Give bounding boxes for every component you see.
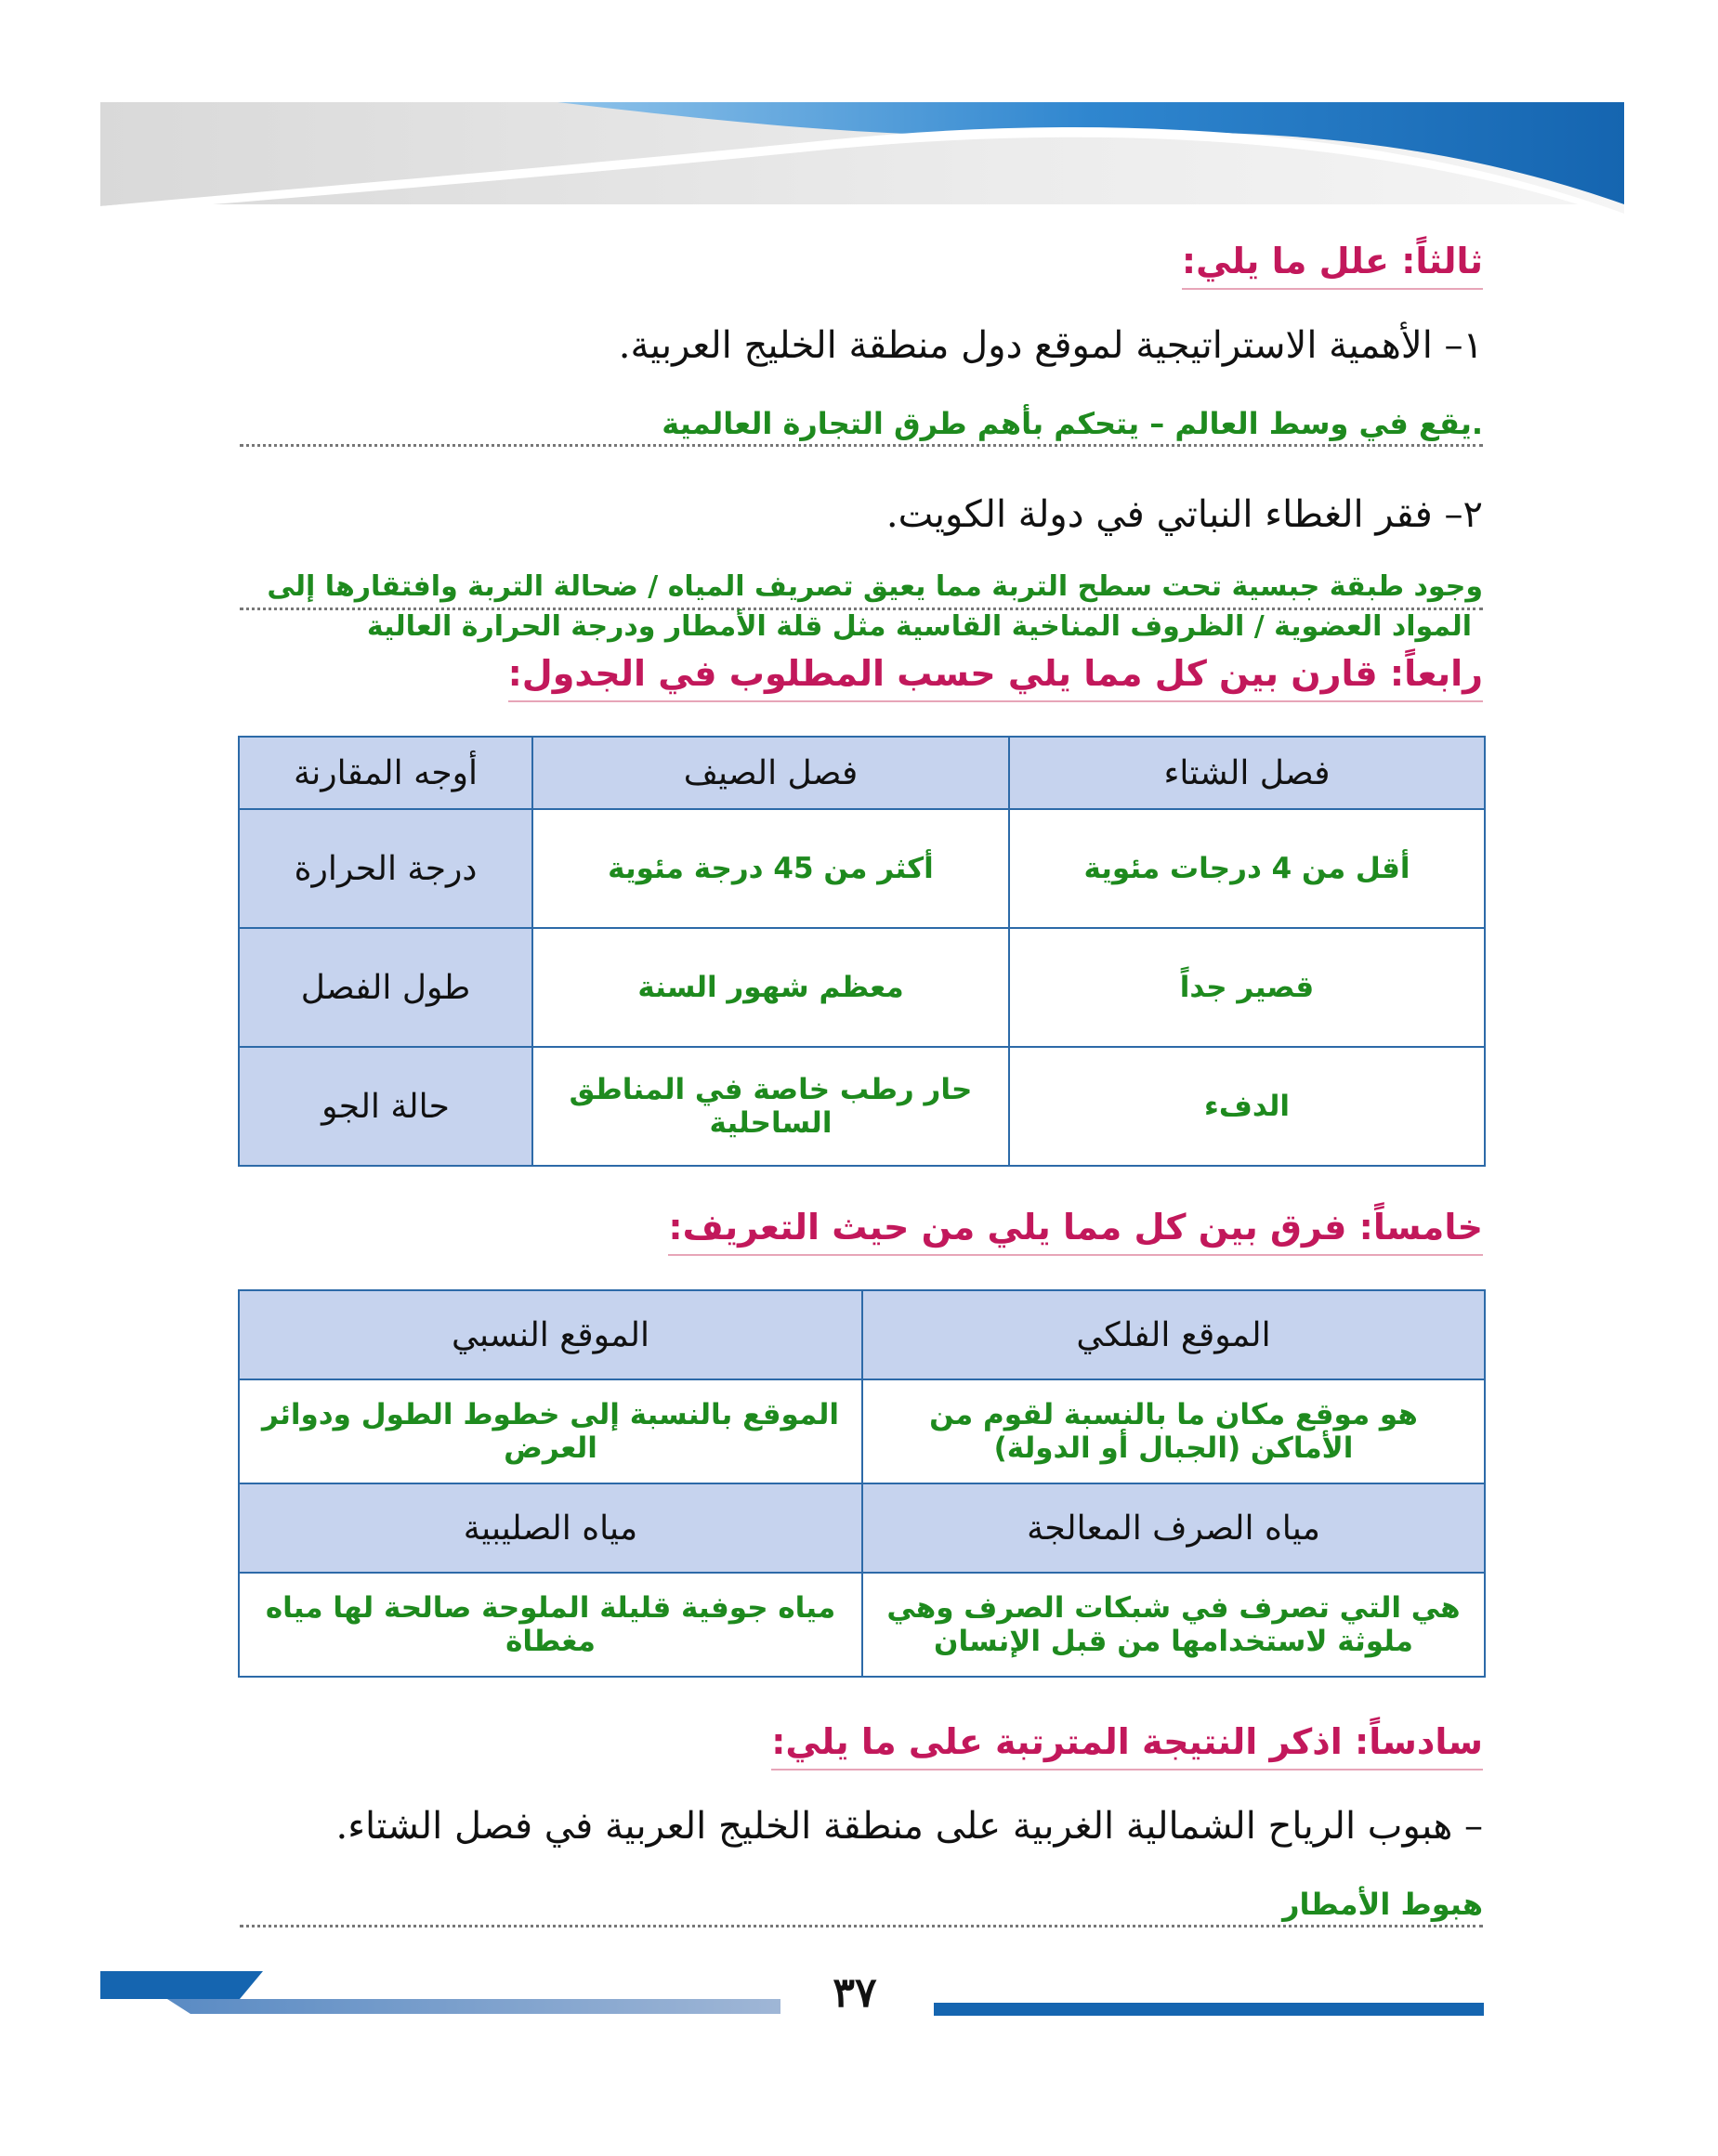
header-summer: فصل الصيف: [532, 737, 1009, 809]
table-row: [239, 1047, 1485, 1166]
answer-line-2: [240, 567, 1483, 610]
summer-length: معظم شهور السنة: [532, 928, 1009, 1047]
table-header-row: [239, 737, 1485, 809]
winter-length: قصير جداً: [1009, 928, 1485, 1047]
row-label-season-length: طول الفصل: [239, 928, 532, 1047]
answer-2-line-1: وجود طبقة جبسية تحت سطح التربة مما يعيق تصريف المياه / ضحالة التربة وافتقارها إلى: [261, 568, 1483, 606]
definition-relative-location: الموقع بالنسبة إلى خطوط الطول ودوائر العرض: [239, 1379, 862, 1483]
table-row: [239, 1483, 1485, 1573]
page-number: ٣٧: [833, 1969, 877, 2017]
row-label-temperature: درجة الحرارة: [239, 809, 532, 928]
definition-sulaibiya-water: مياه جوفية قليلة الملوحة صالحة لها مياه مغطاة: [239, 1573, 862, 1677]
comparison-table-seasons: [238, 736, 1486, 1167]
table-row: [239, 1379, 1485, 1483]
answer-1-text: .يقع في وسط العالم – يتحكم بأهم طرق التجارة العالمية: [656, 405, 1483, 442]
summer-temperature: أكثر من 45 درجة مئوية: [532, 809, 1009, 928]
summer-weather: حار رطب خاصة في المناطق الساحلية: [532, 1047, 1009, 1166]
answer-winds-text: هبوط الأمطار: [1277, 1886, 1483, 1923]
table-row: [239, 1573, 1485, 1677]
section-3-title: ثالثاً: علل ما يلي:: [1182, 238, 1483, 290]
header-wave-banner: [0, 0, 1718, 242]
table-row: [239, 809, 1485, 928]
definition-astronomical-location: هو موقع مكان ما بالنسبة لقوم من الأماكن (الجبال أو الدولة): [862, 1379, 1485, 1483]
section-6-title: سادساً: اذكر النتيجة المترتبة على ما يلي:: [771, 1718, 1483, 1771]
table-row: [239, 928, 1485, 1047]
table-row: [239, 1290, 1485, 1379]
question-1-strategic-importance: ١– الأهمية الاستراتيجية لموقع دول منطقة الخليج العربية.: [618, 324, 1483, 367]
term-relative-location: الموقع النسبي: [239, 1290, 862, 1379]
definition-treated-wastewater: هي التي تصرف في شبكات الصرف وهي ملوثة لاستخدامها من قبل الإنسان: [862, 1573, 1485, 1677]
question-2-vegetation-poverty: ٢– فقر الغطاء النباتي في دولة الكويت.: [885, 493, 1483, 536]
winter-temperature: أقل من 4 درجات مئوية: [1009, 809, 1485, 928]
term-sulaibiya-water: مياه الصليبية: [239, 1483, 862, 1573]
winter-weather: الدفء: [1009, 1047, 1485, 1166]
term-treated-wastewater: مياه الصرف المعالجة: [862, 1483, 1485, 1573]
row-label-weather: حالة الجو: [239, 1047, 532, 1166]
section-5-title: خامساً: فرق بين كل مما يلي من حيث التعريف:: [668, 1204, 1483, 1256]
header-comparison-aspects: أوجه المقارنة: [239, 737, 532, 809]
answer-2-line-2: المواد العضوية / الظروف المناخية القاسية مثل قلة الأمطار ودرجة الحرارة العالية: [366, 610, 1472, 643]
question-northwest-winds: – هبوب الرياح الشمالية الغربية على منطقة الخليج العربية في فصل الشتاء.: [335, 1805, 1483, 1848]
definitions-table: [238, 1289, 1486, 1678]
section-4-title: رابعاً: قارن بين كل مما يلي حسب المطلوب في الجدول:: [508, 650, 1483, 702]
answer-line-winds: [240, 1882, 1483, 1927]
answer-line-1: [240, 401, 1483, 447]
header-winter: فصل الشتاء: [1009, 737, 1485, 809]
term-astronomical-location: الموقع الفلكي: [862, 1290, 1485, 1379]
